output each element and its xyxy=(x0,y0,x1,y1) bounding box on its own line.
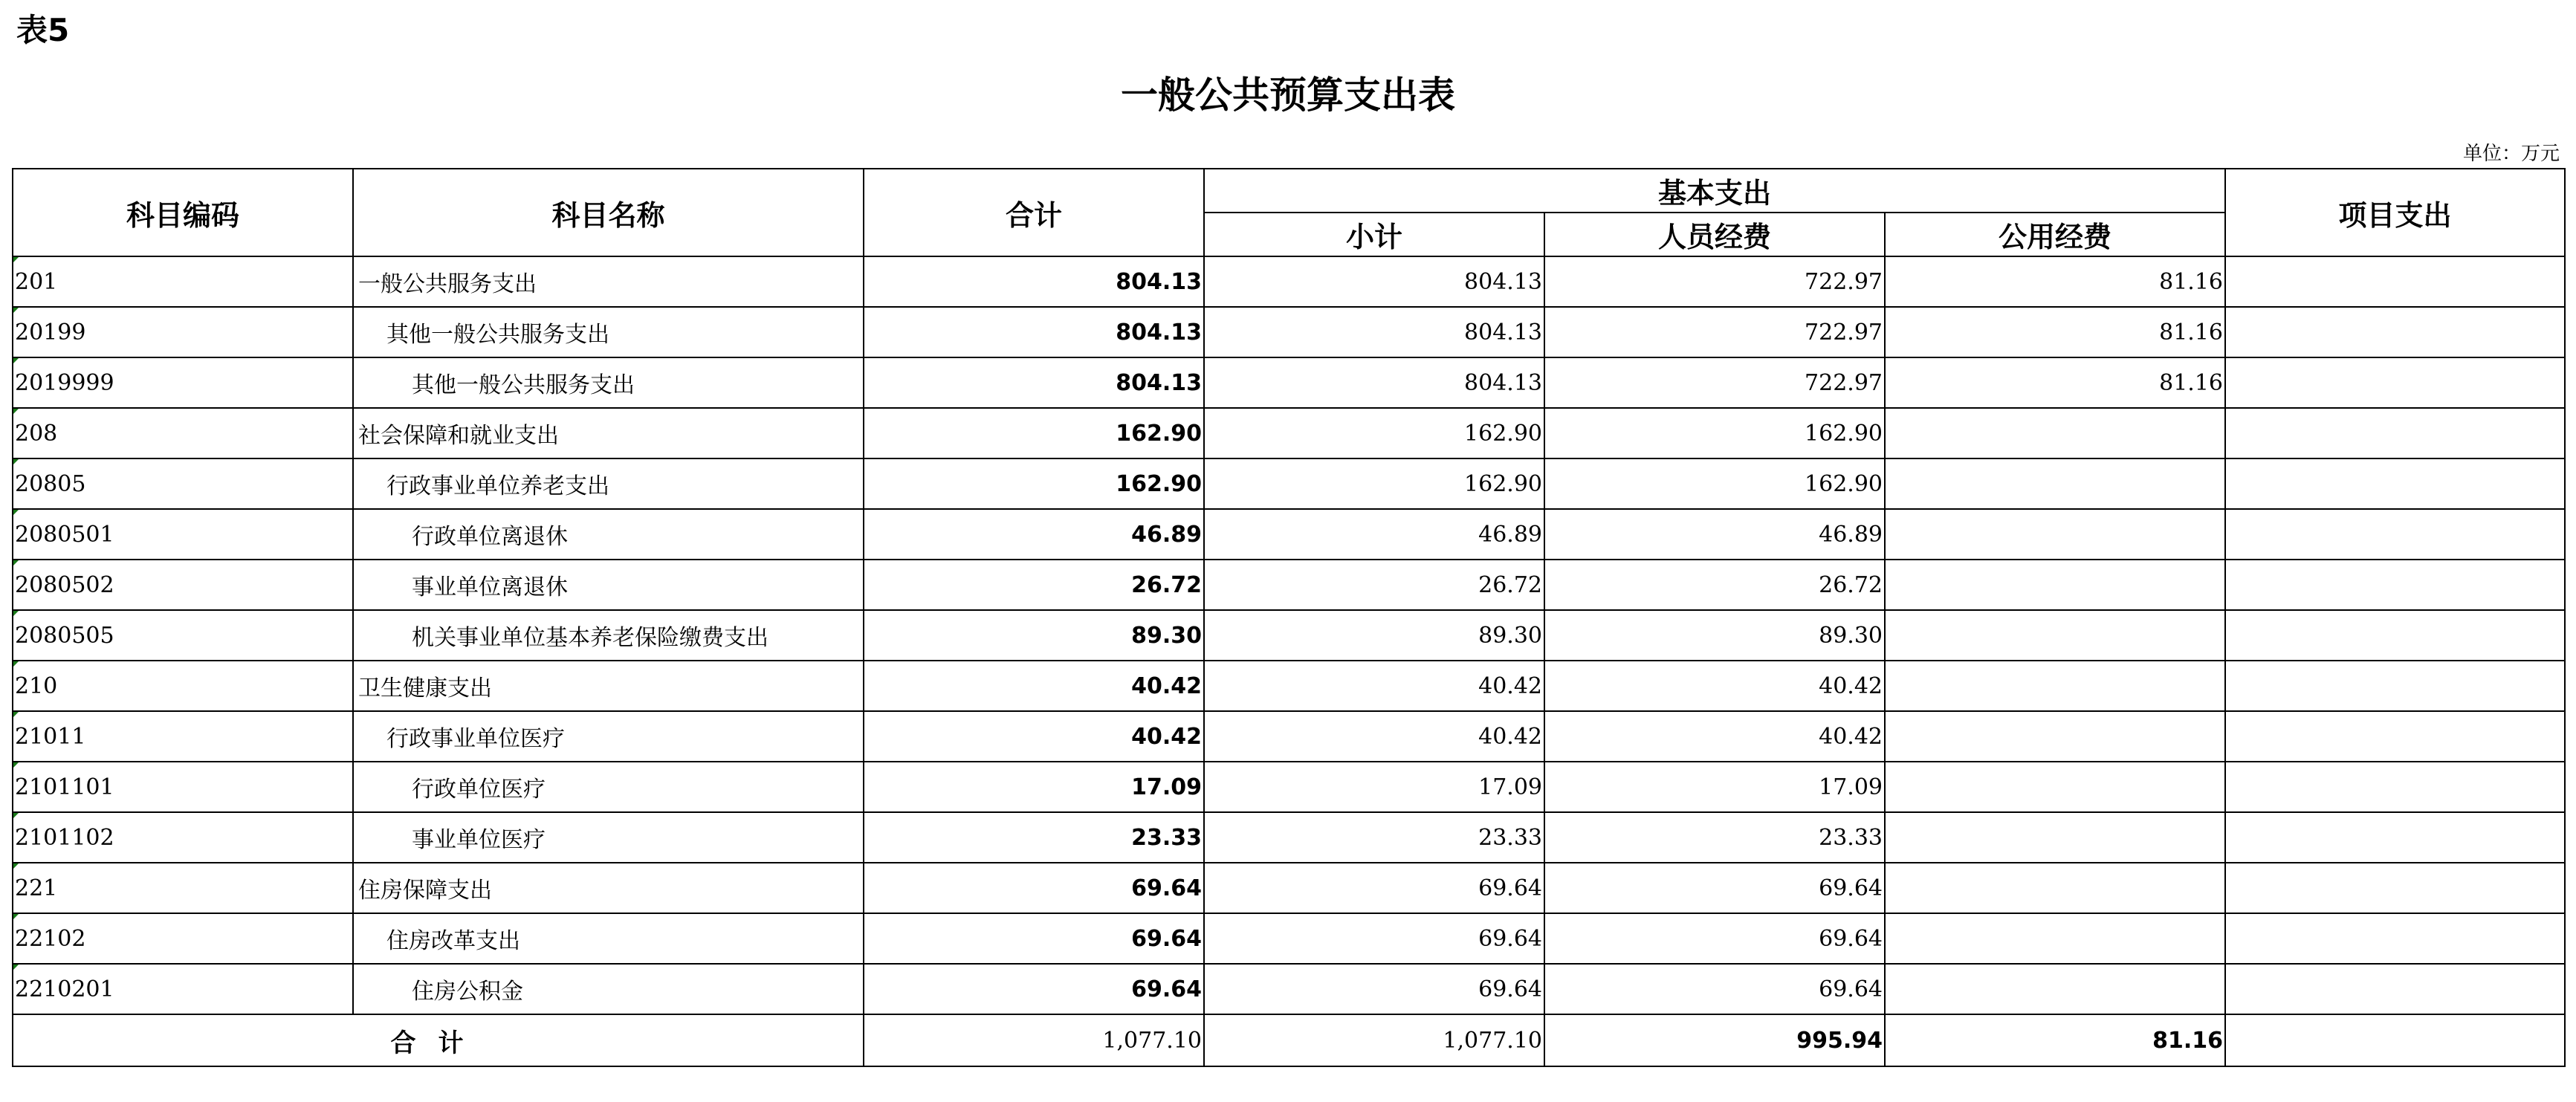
cell-public xyxy=(1885,964,2225,1014)
cell-project xyxy=(2225,913,2565,964)
table-row xyxy=(13,357,2565,408)
cell-project xyxy=(2225,408,2565,458)
cell-total: 162.90 xyxy=(864,458,1204,509)
cell-total: 804.13 xyxy=(864,256,1204,307)
cell-project xyxy=(2225,509,2565,560)
cell-project xyxy=(2225,661,2565,711)
summary-project xyxy=(2225,1014,2565,1066)
cell-subtotal: 17.09 xyxy=(1204,762,1544,812)
cell-name: 卫生健康支出 xyxy=(353,661,864,711)
cell-project xyxy=(2225,560,2565,610)
summary-total: 1,077.10 xyxy=(864,1014,1204,1066)
cell-code: 2210201 xyxy=(13,964,353,1014)
cell-public xyxy=(1885,913,2225,964)
header-total: 合计 xyxy=(864,169,1204,256)
cell-name: 住房保障支出 xyxy=(353,863,864,913)
cell-code: 2080502 xyxy=(13,560,353,610)
cell-project xyxy=(2225,458,2565,509)
cell-public xyxy=(1885,762,2225,812)
cell-personnel: 23.33 xyxy=(1544,812,1885,863)
cell-name: 住房公积金 xyxy=(353,964,864,1014)
cell-name: 机关事业单位基本养老保险缴费支出 xyxy=(353,610,864,661)
header-project-expenditure: 项目支出 xyxy=(2225,169,2565,256)
table-row xyxy=(13,307,2565,357)
cell-subtotal: 23.33 xyxy=(1204,812,1544,863)
cell-total: 162.90 xyxy=(864,408,1204,458)
budget-expenditure-table xyxy=(12,168,2566,1067)
cell-total: 89.30 xyxy=(864,610,1204,661)
cell-personnel: 89.30 xyxy=(1544,610,1885,661)
cell-total: 40.42 xyxy=(864,661,1204,711)
cell-total: 804.13 xyxy=(864,307,1204,357)
cell-subtotal: 69.64 xyxy=(1204,964,1544,1014)
table-number: 表5 xyxy=(16,12,70,48)
table-row xyxy=(13,560,2565,610)
table-row xyxy=(13,964,2565,1014)
cell-total: 69.64 xyxy=(864,863,1204,913)
table-row xyxy=(13,256,2565,307)
cell-code: 2080505 xyxy=(13,610,353,661)
summary-subtotal: 1,077.10 xyxy=(1204,1014,1544,1066)
unit-label: 单位：万元 xyxy=(2462,143,2560,165)
cell-code: 2080501 xyxy=(13,509,353,560)
cell-personnel: 69.64 xyxy=(1544,913,1885,964)
cell-subtotal: 69.64 xyxy=(1204,863,1544,913)
cell-public xyxy=(1885,560,2225,610)
cell-name: 行政单位离退休 xyxy=(353,509,864,560)
header-public: 公用经费 xyxy=(1885,213,2225,256)
cell-public xyxy=(1885,408,2225,458)
header-subtotal: 小计 xyxy=(1204,213,1544,256)
cell-subtotal: 804.13 xyxy=(1204,357,1544,408)
header-personnel: 人员经费 xyxy=(1544,213,1885,256)
header-name: 科目名称 xyxy=(353,169,864,256)
table-row xyxy=(13,711,2565,762)
cell-project xyxy=(2225,610,2565,661)
cell-personnel: 722.97 xyxy=(1544,307,1885,357)
header-basic-expenditure: 基本支出 xyxy=(1204,169,2225,213)
cell-total: 17.09 xyxy=(864,762,1204,812)
cell-name: 事业单位离退休 xyxy=(353,560,864,610)
cell-subtotal: 40.42 xyxy=(1204,711,1544,762)
summary-public: 81.16 xyxy=(1885,1014,2225,1066)
cell-total: 40.42 xyxy=(864,711,1204,762)
summary-label: 合计 xyxy=(13,1014,864,1066)
cell-code: 2019999 xyxy=(13,357,353,408)
cell-subtotal: 40.42 xyxy=(1204,661,1544,711)
cell-personnel: 26.72 xyxy=(1544,560,1885,610)
cell-total: 69.64 xyxy=(864,964,1204,1014)
table-row xyxy=(13,812,2565,863)
cell-subtotal: 26.72 xyxy=(1204,560,1544,610)
cell-personnel: 69.64 xyxy=(1544,964,1885,1014)
cell-public xyxy=(1885,610,2225,661)
cell-code: 22102 xyxy=(13,913,353,964)
cell-name: 其他一般公共服务支出 xyxy=(353,357,864,408)
cell-name: 其他一般公共服务支出 xyxy=(353,307,864,357)
cell-code: 201 xyxy=(13,256,353,307)
table-row xyxy=(13,509,2565,560)
cell-code: 210 xyxy=(13,661,353,711)
cell-personnel: 722.97 xyxy=(1544,357,1885,408)
cell-total: 46.89 xyxy=(864,509,1204,560)
cell-public xyxy=(1885,711,2225,762)
cell-total: 23.33 xyxy=(864,812,1204,863)
cell-code: 21011 xyxy=(13,711,353,762)
table-row xyxy=(13,610,2565,661)
cell-code: 20805 xyxy=(13,458,353,509)
page-title: 一般公共预算支出表 xyxy=(1121,74,1455,117)
cell-name: 一般公共服务支出 xyxy=(353,256,864,307)
table-row xyxy=(13,762,2565,812)
cell-code: 221 xyxy=(13,863,353,913)
table-row xyxy=(13,863,2565,913)
cell-name: 社会保障和就业支出 xyxy=(353,408,864,458)
cell-name: 行政事业单位养老支出 xyxy=(353,458,864,509)
cell-subtotal: 89.30 xyxy=(1204,610,1544,661)
cell-name: 事业单位医疗 xyxy=(353,812,864,863)
cell-code: 20199 xyxy=(13,307,353,357)
cell-name: 行政单位医疗 xyxy=(353,762,864,812)
cell-personnel: 17.09 xyxy=(1544,762,1885,812)
cell-personnel: 69.64 xyxy=(1544,863,1885,913)
cell-public xyxy=(1885,812,2225,863)
cell-public: 81.16 xyxy=(1885,307,2225,357)
cell-subtotal: 162.90 xyxy=(1204,408,1544,458)
cell-project xyxy=(2225,964,2565,1014)
cell-project xyxy=(2225,711,2565,762)
cell-name: 行政事业单位医疗 xyxy=(353,711,864,762)
cell-code: 2101102 xyxy=(13,812,353,863)
table-row xyxy=(13,458,2565,509)
cell-project xyxy=(2225,307,2565,357)
cell-public: 81.16 xyxy=(1885,256,2225,307)
cell-subtotal: 804.13 xyxy=(1204,307,1544,357)
cell-public xyxy=(1885,661,2225,711)
cell-project xyxy=(2225,762,2565,812)
cell-personnel: 46.89 xyxy=(1544,509,1885,560)
cell-code: 208 xyxy=(13,408,353,458)
summary-row xyxy=(13,1014,2565,1066)
cell-public xyxy=(1885,863,2225,913)
cell-project xyxy=(2225,863,2565,913)
cell-subtotal: 804.13 xyxy=(1204,256,1544,307)
cell-subtotal: 69.64 xyxy=(1204,913,1544,964)
table-row xyxy=(13,408,2565,458)
cell-project xyxy=(2225,256,2565,307)
cell-code: 2101101 xyxy=(13,762,353,812)
cell-personnel: 722.97 xyxy=(1544,256,1885,307)
cell-project xyxy=(2225,812,2565,863)
cell-personnel: 162.90 xyxy=(1544,408,1885,458)
summary-personnel: 995.94 xyxy=(1544,1014,1885,1066)
cell-total: 26.72 xyxy=(864,560,1204,610)
cell-total: 804.13 xyxy=(864,357,1204,408)
table-body xyxy=(13,256,2565,1014)
cell-name: 住房改革支出 xyxy=(353,913,864,964)
cell-personnel: 40.42 xyxy=(1544,711,1885,762)
cell-subtotal: 162.90 xyxy=(1204,458,1544,509)
cell-public xyxy=(1885,458,2225,509)
cell-personnel: 40.42 xyxy=(1544,661,1885,711)
cell-subtotal: 46.89 xyxy=(1204,509,1544,560)
table-row xyxy=(13,661,2565,711)
table-row xyxy=(13,913,2565,964)
cell-personnel: 162.90 xyxy=(1544,458,1885,509)
header-code: 科目编码 xyxy=(13,169,353,256)
cell-public xyxy=(1885,509,2225,560)
cell-public: 81.16 xyxy=(1885,357,2225,408)
cell-total: 69.64 xyxy=(864,913,1204,964)
cell-project xyxy=(2225,357,2565,408)
